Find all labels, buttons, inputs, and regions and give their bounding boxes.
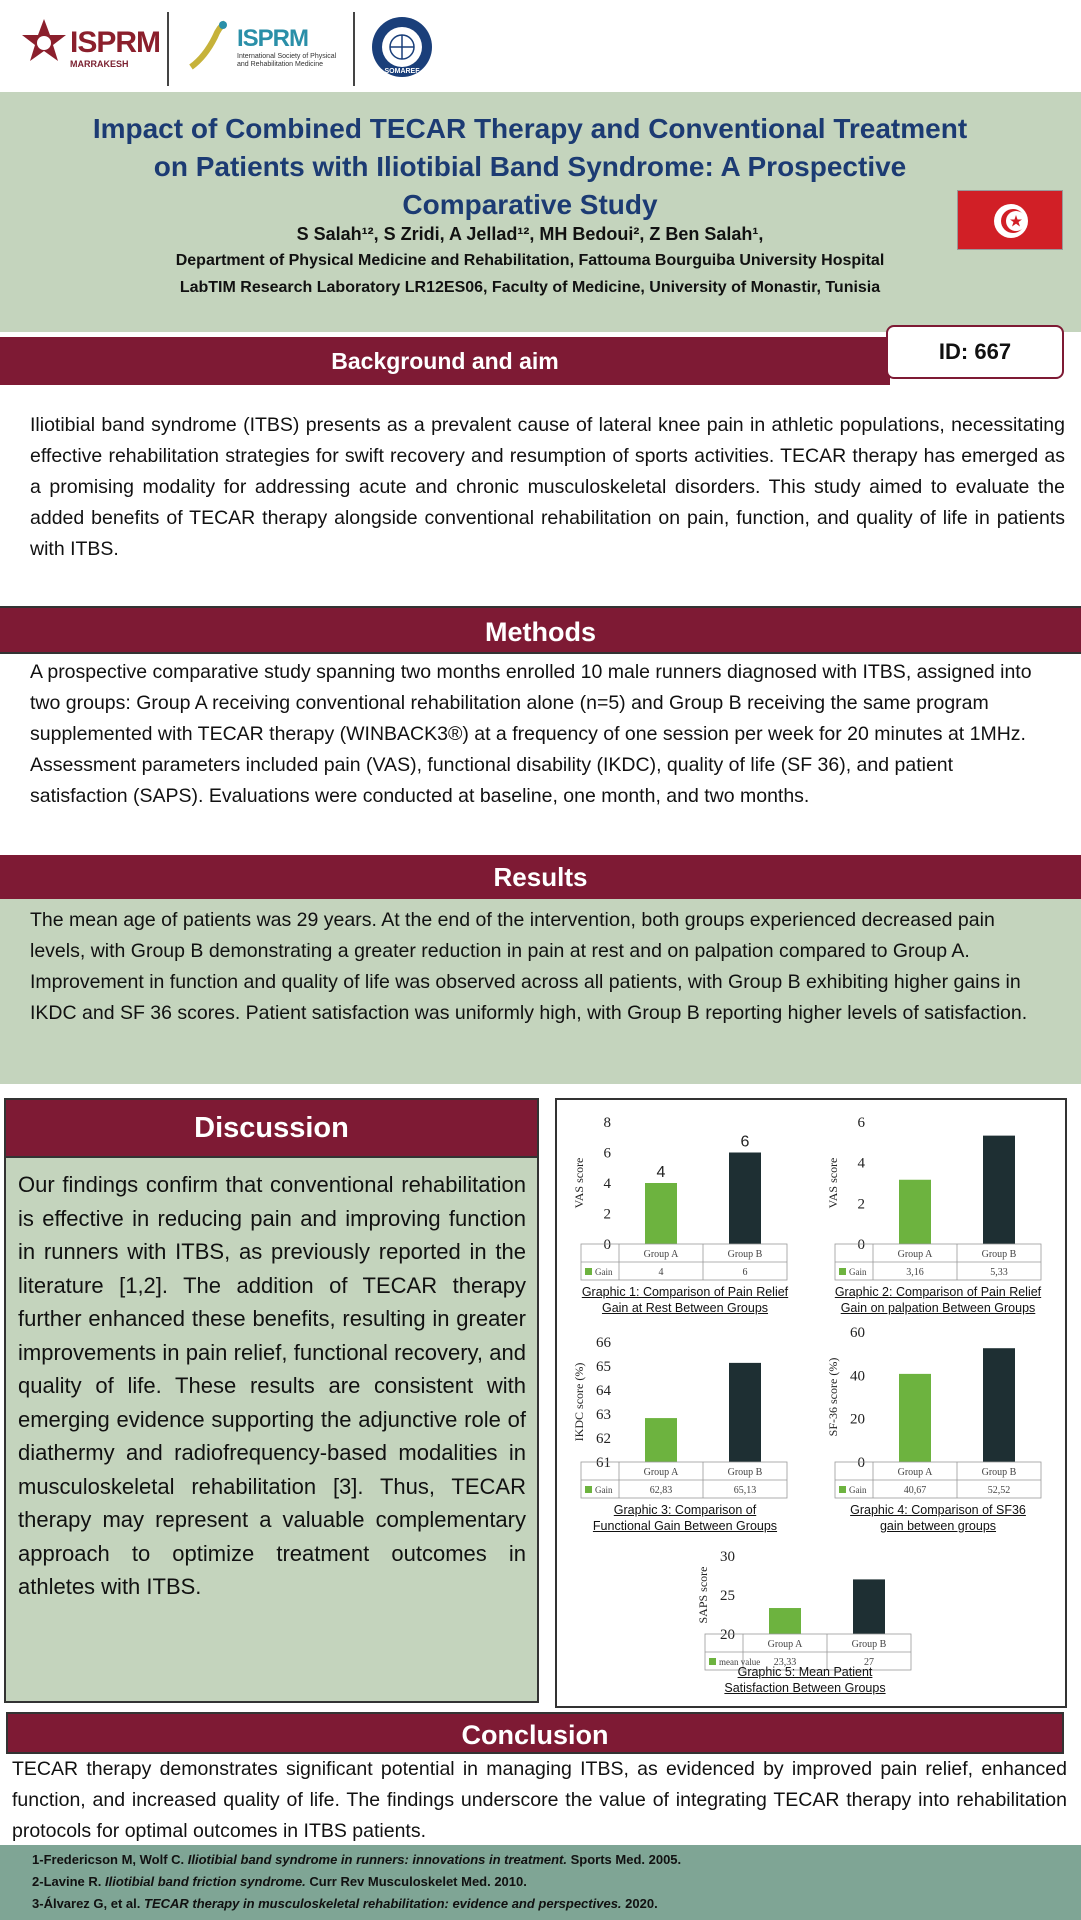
graphic-5-ytick: 25 <box>720 1588 735 1604</box>
reference-2 <box>32 1874 527 1889</box>
graphic-5-ytick: 30 <box>720 1549 735 1565</box>
title-line-3: Comparative Study <box>402 189 658 220</box>
graphic-3-ytick: 65 <box>596 1359 611 1375</box>
graphic-3-legend-swatch <box>585 1486 592 1493</box>
graphic-3-bar-group-b <box>729 1363 761 1462</box>
reference-2-num: 2- <box>32 1874 44 1889</box>
somarer-logo <box>370 10 434 84</box>
isprm-marrakesh-text: ISPRM <box>70 26 161 59</box>
graphic-4-category-label: Group A <box>897 1467 933 1478</box>
graphic-4-category-label: Group B <box>981 1467 1017 1478</box>
methods-header: Methods <box>0 606 1081 654</box>
graphic-2-caption-line-2: Gain on palpation Between Groups <box>840 1301 1036 1315</box>
isprm-logo <box>185 10 336 84</box>
graphic-3-caption <box>560 1502 810 1534</box>
discussion-header: Discussion <box>4 1098 539 1158</box>
marrakesh-text: MARRAKESH <box>70 59 129 69</box>
isprm-text: ISPRM <box>237 25 309 52</box>
graphic-3-caption-line-1: Graphic 3: Comparison of <box>613 1503 757 1517</box>
graphic-4-ylabel: SF-36 score (%) <box>826 1357 840 1437</box>
graphic-5-caption-line-1: Graphic 5: Mean Patient <box>737 1665 873 1679</box>
graphic-5-caption-line-2: Satisfaction Between Groups <box>724 1681 886 1695</box>
graphic-4-ytick: 20 <box>850 1411 865 1428</box>
results-text: The mean age of patients was 29 years. At the end of the intervention, both groups experienced decreased pain levels, with Group B demonstrating a greater reduction in pain at rest and on palpation compared to Group A. Improvement in function and quality of life was observed across all patients, with Group B exhibiting higher gains in IKDC and SF 36 scores. Patient satisfaction was uniformly high, with Group B reporting higher levels of satisfaction. <box>30 909 1028 1024</box>
affiliation-2: LabTIM Research Laboratory LR12ES06, Faculty of Medicine, University of Monastir, Tunisia <box>179 279 881 296</box>
graphic-1-category-label: Group A <box>643 1249 679 1260</box>
graphic-1-legend-label: Gain <box>595 1267 613 1277</box>
graphic-2-ytick: 6 <box>857 1115 865 1131</box>
star-emblem-icon <box>20 17 68 77</box>
reference-3-title: TECAR therapy in musculoskeletal rehabilitation: evidence and perspectives. <box>144 1896 622 1911</box>
graphic-1-value-label: 6 <box>742 1267 748 1278</box>
graphic-3-value-label: 62,83 <box>649 1485 673 1496</box>
results-header: Results <box>0 855 1081 899</box>
isprm-sub-2: and Rehabilitation Medicine <box>237 61 323 68</box>
graphic-4-value-label: 40,67 <box>903 1485 927 1496</box>
graphic-1-bar-group-a <box>645 1183 677 1244</box>
graphic-5-legend-label: mean value <box>719 1657 761 1667</box>
authors: S Salah¹², S Zridi, A Jellad¹², MH Bedoui², Z Ben Salah¹, <box>296 224 764 244</box>
affiliation-1: Department of Physical Medicine and Rehabilitation, Fattouma Bourguiba University Hospital <box>175 252 885 269</box>
graphic-2-category-label: Group B <box>981 1249 1017 1260</box>
graphic-2-category-label: Group A <box>897 1249 933 1260</box>
graphic-2-ylabel: VAS score <box>826 1157 840 1209</box>
graphic-3-ytick: 62 <box>596 1431 611 1447</box>
graphic-3-ytick: 63 <box>596 1407 611 1423</box>
isprm-marrakesh-logo <box>20 10 160 84</box>
graphic-1-ytick: 2 <box>603 1206 611 1223</box>
graphic-2-bar-group-a <box>899 1180 931 1244</box>
graphic-4-legend-label: Gain <box>849 1485 867 1495</box>
graphic-2-ytick: 2 <box>857 1196 865 1213</box>
graphic-5-bar-group-b <box>853 1579 885 1634</box>
isprm-sub-1: International Society of Physical <box>237 53 337 60</box>
graphic-1-ytick: 8 <box>603 1115 611 1131</box>
graphic-3-bar-group-a <box>645 1418 677 1462</box>
graphic-3-value-label: 65,13 <box>733 1485 757 1496</box>
graphic-2-ytick: 0 <box>857 1237 865 1253</box>
reference-3-rest: 2020. <box>621 1896 658 1911</box>
graphic-1-caption-line-1: Graphic 1: Comparison of Pain Relief <box>581 1285 789 1299</box>
logo-divider <box>167 12 169 86</box>
graphic-2-ytick: 4 <box>857 1155 865 1172</box>
graphic-5-value-label: 27 <box>864 1657 874 1668</box>
background-header: Background and aim <box>0 337 890 385</box>
graphic-5-caption <box>680 1664 930 1696</box>
graphic-3-ytick: 61 <box>596 1455 611 1471</box>
graphic-4-caption-line-2: gain between groups <box>879 1519 997 1533</box>
conclusion-text: TECAR therapy demonstrates significant potential in managing ITBS, as evidenced by improved pain relief, enhanced function, and increased quality of life. The findings underscore the value of integrating TECAR therapy into rehabilitation protocols for optimal outcomes in ITBS patients. <box>12 1758 1067 1842</box>
reference-3 <box>32 1896 658 1911</box>
isprm-swoosh-icon <box>185 17 233 77</box>
graphic-1-legend-swatch <box>585 1268 592 1275</box>
graphic-2-value-label: 5,33 <box>990 1267 1008 1278</box>
graphic-2-bar-group-b <box>983 1136 1015 1244</box>
graphic-3-ytick: 66 <box>596 1335 611 1351</box>
reference-1 <box>32 1852 681 1867</box>
graphic-4-ytick: 0 <box>857 1455 865 1471</box>
graphic-5-ylabel: SAPS score <box>696 1566 710 1624</box>
graphic-1-ytick: 0 <box>603 1237 611 1253</box>
reference-2-authors: Lavine R. <box>43 1874 105 1889</box>
conclusion-header: Conclusion <box>6 1712 1064 1754</box>
graphic-3-caption-line-2: Functional Gain Between Groups <box>592 1519 778 1533</box>
graphic-4-legend-swatch <box>839 1486 846 1493</box>
tunisia-flag-icon <box>957 190 1063 250</box>
graphic-3-ylabel: IKDC score (%) <box>572 1362 586 1442</box>
graphic-4-value-label: 52,52 <box>987 1485 1011 1496</box>
methods-text: A prospective comparative study spanning two months enrolled 10 male runners diagnosed with ITBS, assigned into two groups: Group A receiving conventional rehabilitation alone (n=5) and Group B receiving the same program supplemented with TECAR therapy (WINBACK3®) at a frequency of one session per week for 20 minutes at 1MHz. Assessment parameters included pain (VAS), functional disability (IKDC), quality of life (SF 36), and patient satisfaction (SAPS). Evaluations were conducted at baseline, one month, and two months. <box>30 661 1032 807</box>
logo-strip <box>0 0 1081 92</box>
graphic-1-caption-line-2: Gain at Rest Between Groups <box>601 1301 769 1315</box>
graphic-4-bar-group-a <box>899 1374 931 1462</box>
reference-1-num: 1- <box>32 1852 44 1867</box>
somarer-text: SOMAREF <box>384 68 420 75</box>
graphic-5-bar-group-a <box>769 1608 801 1634</box>
graphic-4-caption-line-1: Graphic 4: Comparison of SF36 <box>850 1503 1026 1517</box>
graphic-1-value-label: 4 <box>658 1267 664 1278</box>
graphic-1-ytick: 4 <box>603 1176 611 1192</box>
graphic-3-category-label: Group A <box>643 1467 679 1478</box>
graphic-5-ytick: 20 <box>720 1627 735 1643</box>
reference-3-authors: Álvarez G, et al. <box>43 1896 144 1911</box>
reference-1-authors: Fredericson M, Wolf C. <box>43 1852 188 1867</box>
graphic-2-value-label: 3,16 <box>906 1267 924 1278</box>
references-band <box>0 1845 1081 1920</box>
title-line-1: Impact of Combined TECAR Therapy and Conventional Treatment <box>92 113 968 144</box>
graphic-1-ytick: 6 <box>603 1145 611 1162</box>
graphic-3-category-label: Group B <box>727 1467 763 1478</box>
discussion-text: Our findings confirm that conventional rehabilitation is effective in reducing pain and improving function in runners with ITBS, as previously reported in the literature [1,2]. The addition of TECAR therapy further enhanced these benefits, resulting in greater improvements in pain relief, functional recovery, and quality of life. These results are consistent with emerging evidence supporting the adjunctive role of diathermy and radiofrequency-based modalities in musculoskeletal rehabilitation [3]. Thus, TECAR therapy may represent a valuable complementary approach to optimize treatment outcomes in athletes with ITBS. <box>18 1172 526 1599</box>
title-line-2: on Patients with Iliotibial Band Syndrome: A Prospective <box>153 151 907 182</box>
graphic-2-legend-swatch <box>839 1268 846 1275</box>
reference-1-title: Iliotibial band syndrome in runners: innovations in treatment. <box>187 1852 567 1867</box>
graphic-5-category-label: Group A <box>767 1639 803 1650</box>
graphic-3-ytick: 64 <box>596 1383 611 1399</box>
background-text: Iliotibial band syndrome (ITBS) presents as a prevalent cause of lateral knee pain in athletic populations, necessitating effective rehabilitation strategies for swift recovery and resumption of sports activities. TECAR therapy has emerged as a promising modality for addressing acute and chronic musculoskeletal disorders. This study aimed to evaluate the added benefits of TECAR therapy alongside conventional rehabilitation on pain, function, and quality of life in patients with ITBS. <box>30 414 1065 560</box>
graphic-1-caption <box>560 1284 810 1316</box>
graphic-1-data-label: 6 <box>740 1133 750 1151</box>
graphic-1-bar-group-b <box>729 1153 761 1245</box>
graphic-1-category-label: Group B <box>727 1249 763 1260</box>
graphic-2-caption <box>812 1284 1064 1316</box>
vitruvian-seal-icon <box>370 15 434 79</box>
graphic-4-ytick: 40 <box>850 1368 865 1385</box>
graphic-5-category-label: Group B <box>851 1639 887 1650</box>
reference-2-rest: Curr Rev Musculoskelet Med. 2010. <box>305 1874 527 1889</box>
poster-id: ID: 667 <box>886 325 1064 379</box>
graphic-2-caption-line-1: Graphic 2: Comparison of Pain Relief <box>834 1285 1042 1299</box>
graphic-2-legend-label: Gain <box>849 1267 867 1277</box>
charts-svg <box>557 1100 1065 1706</box>
graphic-4-ytick: 60 <box>850 1325 865 1341</box>
graphic-4-caption <box>812 1502 1064 1534</box>
graphic-1-ylabel: VAS score <box>572 1157 586 1209</box>
poster-title <box>0 110 1060 224</box>
graphic-3-legend-label: Gain <box>595 1485 613 1495</box>
graphic-1-data-label: 4 <box>656 1164 666 1181</box>
logo-divider <box>353 12 355 86</box>
reference-3-num: 3- <box>32 1896 44 1911</box>
reference-2-title: Iliotibial band friction syndrome. <box>104 1874 306 1889</box>
graphs-panel <box>555 1098 1067 1708</box>
graphic-5-value-label: 23,33 <box>773 1657 797 1668</box>
reference-1-rest: Sports Med. 2005. <box>567 1852 682 1867</box>
graphic-4-bar-group-b <box>983 1348 1015 1462</box>
